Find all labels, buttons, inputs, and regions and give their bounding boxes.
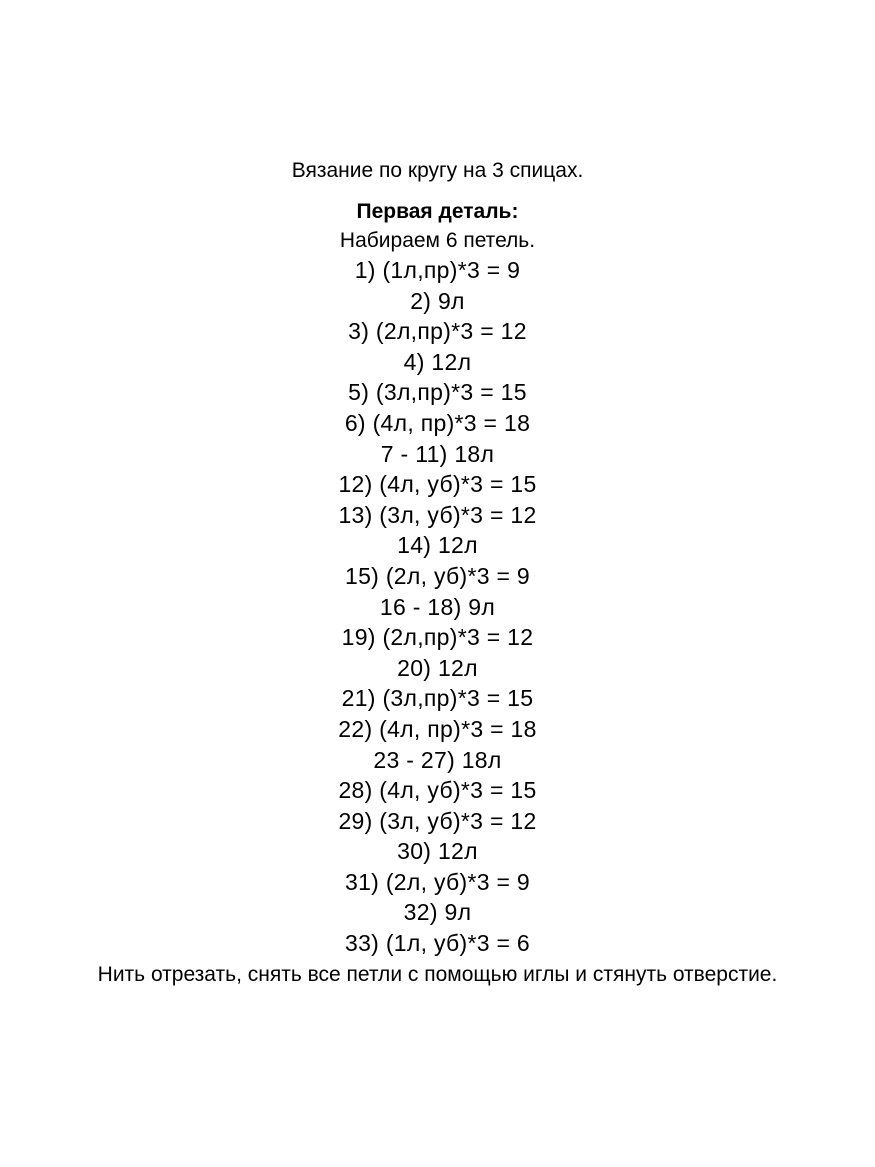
row-instruction: 20) 12л xyxy=(397,654,478,681)
row-instruction: 5) (3л,пр)*3 = 15 xyxy=(348,379,527,406)
row-instruction: 21) (3л,пр)*3 = 15 xyxy=(341,685,534,712)
row-instruction: 19) (2л,пр)*3 = 12 xyxy=(341,624,534,651)
row-instruction: 23 - 27) 18л xyxy=(373,746,502,773)
row-instruction: 14) 12л xyxy=(397,532,478,559)
row-instruction: 7 - 11) 18л xyxy=(380,440,495,467)
row-instructions-list xyxy=(0,255,875,959)
row-instruction: 13) (3л, уб)*3 = 12 xyxy=(338,501,537,528)
row-instruction: 4) 12л xyxy=(403,348,472,375)
row-instruction: 28) (4л, уб)*3 = 15 xyxy=(338,777,537,804)
row-instruction: 2) 9л xyxy=(410,287,465,314)
intro-text: Вязание по кругу на 3 спицах. xyxy=(291,159,584,182)
row-instruction: 32) 9л xyxy=(403,899,472,926)
finishing-instruction: Нить отрезать, снять все петли с помощью иглы и стянуть отверстие. xyxy=(97,963,778,986)
section-title: Первая деталь: xyxy=(356,200,519,223)
row-instruction: 12) (4л, уб)*3 = 15 xyxy=(338,471,537,498)
cast-on-instruction: Набираем 6 петель. xyxy=(339,229,536,252)
row-instruction: 16 - 18) 9л xyxy=(379,593,496,620)
row-instruction: 29) (3л, уб)*3 = 12 xyxy=(338,807,537,834)
row-instruction: 22) (4л, пр)*3 = 18 xyxy=(338,715,537,742)
row-instruction: 3) (2л,пр)*3 = 12 xyxy=(348,318,527,345)
row-instruction: 15) (2л, уб)*3 = 9 xyxy=(344,562,531,589)
row-instruction: 6) (4л, пр)*3 = 18 xyxy=(344,409,531,436)
row-instruction: 1) (1л,пр)*3 = 9 xyxy=(354,257,521,283)
row-instruction: 31) (2л, уб)*3 = 9 xyxy=(344,868,531,895)
row-instruction: 33) (1л, уб)*3 = 6 xyxy=(344,930,531,957)
row-instruction: 30) 12л xyxy=(397,838,478,865)
